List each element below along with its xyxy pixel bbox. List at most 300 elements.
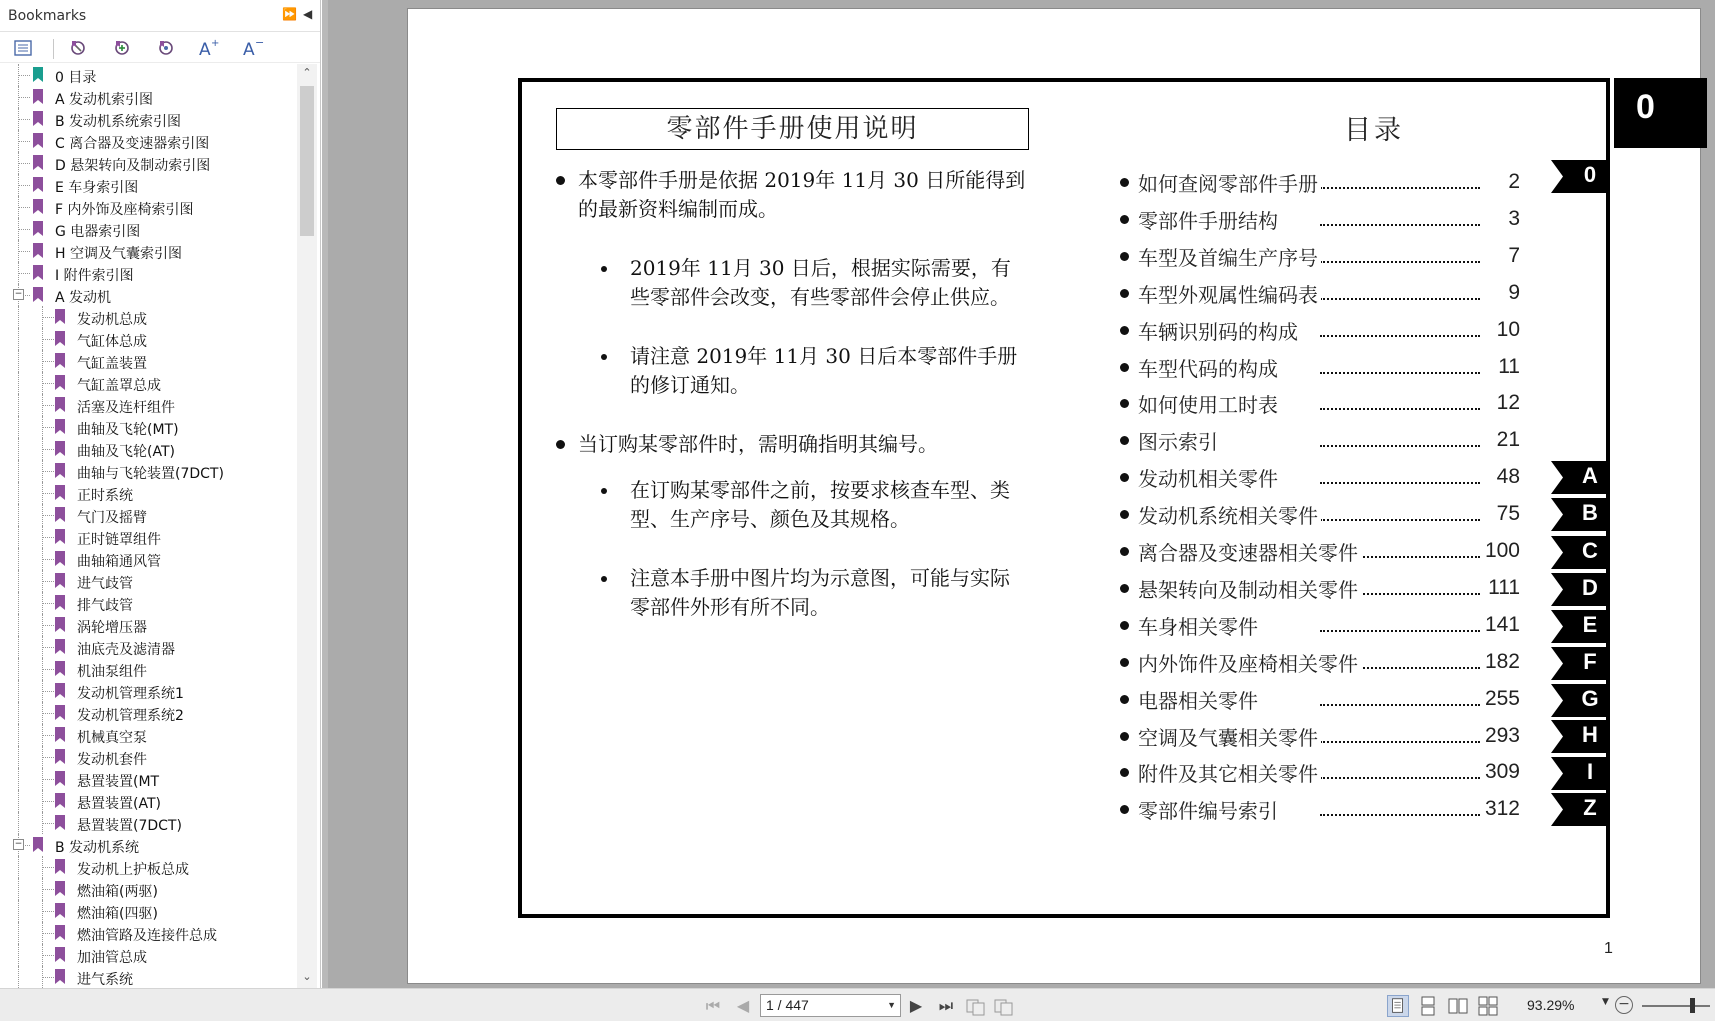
bookmark-item[interactable]: [0, 768, 297, 790]
toc-entry-page: 182: [1484, 650, 1520, 673]
toc-entry-title: 悬架转向及制动相关零件: [1138, 574, 1361, 603]
bookmark-item[interactable]: [0, 130, 297, 152]
panel-splitter[interactable]: [322, 0, 328, 988]
bookmark-item[interactable]: [0, 328, 297, 350]
tree-connector: [18, 75, 30, 76]
section-tab-label: Z: [1583, 795, 1597, 820]
bookmark-item[interactable]: [0, 614, 297, 636]
bookmark-icon: [54, 683, 66, 698]
zoom-level[interactable]: 93.29%: [1527, 997, 1575, 1013]
tree-connector: [42, 559, 54, 560]
toc-dot-leader: [1320, 224, 1480, 226]
fit-width-icon[interactable]: [993, 995, 1015, 1017]
last-page-icon[interactable]: ⏭: [938, 996, 954, 1015]
toc-entry-title: 离合器及变速器相关零件: [1138, 537, 1361, 566]
toc-dot-leader: [1320, 630, 1480, 632]
toc-entry-page: 3: [1508, 207, 1520, 230]
scroll-down-icon[interactable]: ⌄: [302, 970, 312, 983]
tree-connector: [42, 339, 54, 340]
tree-connector: [18, 163, 30, 164]
paragraph-line: 在订购某零部件之前，按要求核查车型、类: [630, 478, 1010, 502]
toc-entry[interactable]: [1120, 279, 1520, 307]
enlarge-text-icon[interactable]: [197, 37, 219, 59]
toc-entry-page: 100: [1484, 539, 1520, 562]
bookmark-tree-scrollbar[interactable]: [297, 64, 317, 988]
toc-entry-title: 如何查阅零部件手册: [1138, 168, 1321, 197]
bookmark-item[interactable]: [0, 64, 297, 86]
bookmark-icon: [54, 573, 66, 588]
facing-view-icon[interactable]: [1447, 995, 1469, 1017]
collapse-panel-icon[interactable]: ◀: [303, 7, 313, 21]
bullet-point: [1120, 178, 1129, 187]
scrollbar-thumb[interactable]: [300, 86, 314, 236]
bookmark-icon: [54, 639, 66, 654]
bookmark-icon: [32, 133, 44, 148]
bookmark-item[interactable]: [0, 680, 297, 702]
toc-entry[interactable]: [1120, 316, 1520, 344]
toc-entry[interactable]: [1120, 389, 1520, 417]
page-number: 1: [1604, 940, 1613, 957]
toolbar-divider: [53, 39, 54, 59]
bookmark-item[interactable]: [0, 416, 297, 438]
section-tab-label: C: [1582, 538, 1598, 563]
tree-connector: [18, 460, 19, 482]
toc-entry[interactable]: [1120, 685, 1520, 713]
bullet-point: [601, 266, 607, 272]
tree-connector: [42, 801, 54, 802]
section-tab-label: A: [1582, 463, 1598, 488]
bookmark-item[interactable]: [0, 218, 297, 240]
shrink-text-icon[interactable]: [241, 37, 263, 59]
bookmark-label: 0 目录: [55, 70, 97, 86]
toc-entry-title: 图示索引: [1138, 426, 1221, 455]
toc-entry-title: 车型外观属性编码表: [1138, 279, 1321, 308]
bookmark-item[interactable]: [0, 372, 297, 394]
bookmark-label: 进气歧管: [77, 576, 133, 592]
bookmark-item[interactable]: [0, 878, 297, 900]
page-number-field[interactable]: [760, 994, 901, 1017]
tree-connector: [42, 317, 54, 318]
section-tab[interactable]: [1551, 793, 1609, 826]
bookmark-label: 悬置装置(7DCT): [77, 818, 182, 834]
tree-connector: [42, 735, 54, 736]
svg-text:−: −: [255, 36, 265, 49]
tree-connector: [42, 427, 54, 428]
toc-entry-page: 12: [1496, 391, 1520, 414]
bookmark-icon: [54, 881, 66, 896]
toc-entry[interactable]: [1120, 463, 1520, 491]
tree-connector: [42, 493, 54, 494]
section-tab[interactable]: [1551, 461, 1609, 494]
tree-connector: [18, 306, 19, 328]
bookmark-icon: [54, 507, 66, 522]
tree-connector: [18, 966, 19, 988]
bookmark-icon: [32, 837, 44, 852]
tree-connector: [42, 361, 54, 362]
tree-connector: [18, 614, 19, 636]
next-page-icon[interactable]: ▶: [909, 996, 923, 1015]
bookmark-tree: [0, 64, 297, 988]
tree-connector: [18, 504, 19, 526]
toc-dot-leader: [1320, 814, 1480, 816]
tree-connector: [42, 515, 54, 516]
bookmark-label: 悬置装置(MT: [77, 774, 160, 790]
tree-connector: [18, 812, 19, 834]
bookmark-item[interactable]: [0, 504, 297, 526]
tree-connector: [18, 680, 19, 702]
section-tab[interactable]: [1551, 647, 1609, 680]
toc-dot-leader: [1320, 372, 1480, 374]
toc-entry-page: 255: [1484, 687, 1520, 710]
continuous-view-icon[interactable]: [1417, 995, 1439, 1017]
section-tab[interactable]: [1551, 160, 1609, 193]
previous-page-icon[interactable]: ◀: [736, 996, 750, 1015]
bookmark-item[interactable]: [0, 438, 297, 460]
tree-connector: [42, 867, 54, 868]
zoom-out-icon[interactable]: −: [1615, 996, 1633, 1014]
toc-dot-leader: [1320, 335, 1480, 337]
paragraph-line: 些零部件会改变，有些零部件会停止供应。: [630, 285, 1010, 309]
tree-connector: [18, 97, 30, 98]
bookmark-item[interactable]: [0, 856, 297, 878]
toc-dot-leader: [1320, 298, 1480, 300]
bookmark-label: 活塞及连杆组件: [77, 400, 175, 416]
section-tab[interactable]: [1551, 684, 1609, 717]
tree-connector: [18, 768, 19, 790]
bullet-point: [1120, 326, 1129, 335]
bookmark-label: 燃油箱(两驱): [77, 884, 158, 900]
zoom-slider[interactable]: [1642, 1005, 1710, 1007]
tree-connector: [42, 669, 54, 670]
toc-entry-page: 21: [1496, 428, 1520, 451]
bookmark-icon: [54, 441, 66, 456]
tree-connector: [42, 647, 54, 648]
bookmark-item[interactable]: [0, 394, 297, 416]
bookmark-item[interactable]: [0, 922, 297, 944]
tree-connector: [42, 955, 54, 956]
manual-title: 零部件手册使用说明: [556, 108, 1029, 150]
bookmark-label: 燃油箱(四驱): [77, 906, 158, 922]
toc-entry[interactable]: [1120, 795, 1520, 823]
bookmark-item[interactable]: [0, 944, 297, 966]
toc-entry[interactable]: [1120, 648, 1520, 676]
toc-entry[interactable]: [1120, 353, 1520, 381]
tree-connector: [18, 944, 19, 966]
bookmark-icon: [32, 67, 44, 82]
bookmark-label: 气缸盖罩总成: [77, 378, 161, 394]
bookmarks-panel: [0, 0, 321, 988]
tree-connector: [18, 185, 30, 186]
bookmark-icon: [54, 771, 66, 786]
delete-bookmark-icon[interactable]: [67, 37, 89, 59]
toc-entry-page: 141: [1484, 613, 1520, 636]
tree-connector: [18, 878, 19, 900]
bookmark-item[interactable]: [0, 526, 297, 548]
bookmark-icon: [32, 265, 44, 280]
toc-entry-title: 如何使用工时表: [1138, 389, 1281, 418]
section-tab[interactable]: [1551, 498, 1609, 531]
instruction-paragraph: [630, 476, 1030, 534]
bookmark-icon: [54, 925, 66, 940]
bookmark-label: E 车身索引图: [55, 180, 139, 196]
tree-connector: [18, 141, 30, 142]
bullet-point: [1120, 399, 1129, 408]
bookmark-item[interactable]: [0, 174, 297, 196]
bookmark-item[interactable]: [0, 284, 297, 306]
tree-connector: [42, 779, 54, 780]
tree-connector: [18, 251, 30, 252]
bookmark-icon: [32, 111, 44, 126]
bookmark-icon: [54, 419, 66, 434]
toc-entry-title: 发动机相关零件: [1138, 463, 1281, 492]
bookmark-icon: [54, 661, 66, 676]
bookmark-item[interactable]: [0, 812, 297, 834]
toc-entry-page: 10: [1496, 318, 1520, 341]
bookmark-item[interactable]: [0, 548, 297, 570]
toc-entry-page: 7: [1508, 244, 1520, 267]
toc-entry-page: 48: [1496, 465, 1520, 488]
toc-entry[interactable]: [1120, 205, 1520, 233]
bookmark-item[interactable]: [0, 152, 297, 174]
bookmark-item[interactable]: [0, 746, 297, 768]
bookmark-icon: [54, 595, 66, 610]
fit-page-icon[interactable]: [965, 995, 987, 1017]
page-number-value: 1 / 447: [766, 997, 809, 1013]
tree-connector: [18, 724, 19, 746]
bookmark-label: 悬置装置(AT): [77, 796, 161, 812]
paragraph-line: 请注意 2019年 11月 30 日后本零部件手册: [630, 344, 1018, 368]
continuous-facing-view-icon[interactable]: [1477, 995, 1499, 1017]
bookmark-item[interactable]: [0, 350, 297, 372]
instruction-paragraph: [630, 254, 1030, 312]
bookmark-icon: [54, 331, 66, 346]
toc-dot-leader: [1320, 741, 1480, 743]
toc-entry-title: 内外饰件及座椅相关零件: [1138, 648, 1361, 677]
bullet-point: [1120, 732, 1129, 741]
chevron-down-icon[interactable]: ▼: [887, 1000, 896, 1010]
tree-connector: [18, 119, 30, 120]
instruction-paragraph: [578, 430, 1028, 459]
tree-connector: [18, 856, 19, 878]
toc-entry-page: 2: [1508, 170, 1520, 193]
bookmark-icon: [54, 309, 66, 324]
toc-dot-leader: [1320, 261, 1480, 263]
bookmark-icon: [54, 793, 66, 808]
tree-connector: [42, 823, 54, 824]
bookmark-item[interactable]: [0, 196, 297, 218]
svg-text:+: +: [211, 38, 220, 49]
toc-entry-page: 293: [1484, 724, 1520, 747]
bookmark-item[interactable]: [0, 240, 297, 262]
toc-entry[interactable]: [1120, 242, 1520, 270]
tree-connector: [18, 273, 30, 274]
zoom-dropdown-icon[interactable]: ▼: [1602, 997, 1609, 1007]
bookmark-label: 燃油管路及连接件总成: [77, 928, 217, 944]
bullet-point: [556, 440, 565, 449]
section-tab-label: I: [1586, 759, 1594, 784]
bookmark-label: 发动机套件: [77, 752, 147, 768]
bookmark-label: 排气歧管: [77, 598, 133, 614]
toc-entry-title: 车型及首编生产序号: [1138, 242, 1321, 271]
tree-connector: [18, 229, 30, 230]
bookmark-label: 油底壳及滤清器: [77, 642, 175, 658]
tree-connector: [18, 438, 19, 460]
add-bookmark-icon[interactable]: [111, 37, 133, 59]
bookmark-item[interactable]: [0, 306, 297, 328]
bookmark-icon: [54, 551, 66, 566]
toc-entry[interactable]: [1120, 168, 1520, 196]
toc-entry[interactable]: [1120, 758, 1520, 786]
toc-dot-leader: [1320, 482, 1480, 484]
section-tab[interactable]: [1551, 610, 1609, 643]
toc-entry-page: 309: [1484, 760, 1520, 783]
first-page-icon[interactable]: ⏮: [705, 996, 721, 1015]
bookmark-label: F 内外饰及座椅索引图: [55, 202, 194, 218]
bookmark-label: 发动机上护板总成: [77, 862, 189, 878]
paragraph-line: 的修订通知。: [630, 373, 750, 397]
tree-connector: [42, 757, 54, 758]
section-tab[interactable]: [1551, 536, 1609, 569]
bookmark-label: 发动机管理系统2: [77, 708, 184, 724]
toc-entry-title: 车型代码的构成: [1138, 353, 1281, 382]
status-bar: [0, 988, 1715, 1021]
section-tab-label: D: [1582, 575, 1598, 600]
toc-entry[interactable]: [1120, 537, 1520, 565]
bullet-point: [1120, 658, 1129, 667]
bookmark-icon: [54, 859, 66, 874]
instruction-paragraph: [578, 166, 1028, 224]
bullet-point: [1120, 289, 1129, 298]
bookmark-label: G 电器索引图: [55, 224, 141, 240]
bookmark-item[interactable]: [0, 900, 297, 922]
toc-entry[interactable]: [1120, 611, 1520, 639]
paragraph-line: 注意本手册中图片均为示意图，可能与实际: [630, 566, 1010, 590]
bookmark-icon: [54, 617, 66, 632]
bookmark-options-icon[interactable]: [12, 37, 34, 59]
tree-connector: [18, 702, 19, 724]
toc-entry-page: 9: [1508, 281, 1520, 304]
bookmark-label: 进气系统: [77, 972, 133, 988]
bookmark-item[interactable]: [0, 658, 297, 680]
bullet-point: [1120, 215, 1129, 224]
bookmark-item[interactable]: [0, 482, 297, 504]
paragraph-line: 零部件外形有所不同。: [630, 595, 830, 619]
bookmark-item[interactable]: [0, 460, 297, 482]
toc-entry-title: 零部件手册结构: [1138, 205, 1281, 234]
bookmark-icon: [54, 705, 66, 720]
bookmark-icon: [54, 947, 66, 962]
bookmark-item[interactable]: [0, 966, 297, 988]
tree-connector: [42, 977, 54, 978]
bookmark-item[interactable]: [0, 790, 297, 812]
toc-entry[interactable]: [1120, 426, 1520, 454]
toc-entry[interactable]: [1120, 722, 1520, 750]
single-page-view-icon[interactable]: [1387, 995, 1409, 1017]
expand-panel-icon[interactable]: ⏩: [282, 7, 297, 21]
toc-entry[interactable]: [1120, 574, 1520, 602]
tree-connector: [42, 713, 54, 714]
bullet-point: [1120, 252, 1129, 261]
bookmark-icon: [32, 155, 44, 170]
paragraph-line: 本零部件手册是依据 2019年 11月 30 日所能得到: [578, 168, 1026, 192]
paragraph-line: 当订购某零部件时，需明确指明其编号。: [578, 432, 938, 456]
bookmark-item[interactable]: [0, 702, 297, 724]
section-tab[interactable]: [1551, 573, 1609, 606]
bookmark-icon: [54, 903, 66, 918]
bookmark-item[interactable]: [0, 570, 297, 592]
svg-text:A: A: [199, 40, 211, 60]
tree-connector: [18, 548, 19, 570]
section-tab[interactable]: [1551, 757, 1609, 790]
find-bookmark-icon[interactable]: [155, 37, 177, 59]
collapse-toggle-icon[interactable]: −: [14, 289, 23, 299]
bookmark-item[interactable]: [0, 636, 297, 658]
toc-entry-title: 零部件编号索引: [1138, 795, 1281, 824]
bookmarks-panel-header: [0, 0, 320, 32]
tree-connector: [18, 790, 19, 812]
bookmark-label: C 离合器及变速器索引图: [55, 136, 210, 152]
bookmark-label: 涡轮增压器: [77, 620, 147, 636]
zoom-slider-handle[interactable]: [1690, 998, 1695, 1013]
paragraph-line: 2019年 11月 30 日后，根据实际需要，有: [630, 256, 1011, 280]
toc-dot-leader: [1320, 704, 1480, 706]
bookmark-item[interactable]: [0, 86, 297, 108]
section-tab-label: H: [1582, 722, 1598, 747]
bookmark-item[interactable]: [0, 592, 297, 614]
toc-dot-leader: [1320, 777, 1480, 779]
bullet-point: [1120, 473, 1129, 482]
bookmark-label: 机械真空泵: [77, 730, 147, 746]
section-tab-label: F: [1583, 649, 1597, 674]
toc-entry-title: 发动机系统相关零件: [1138, 500, 1321, 529]
section-tab-label: 0: [1583, 162, 1597, 187]
tree-connector: [18, 636, 19, 658]
toc-entry-title: 车辆识别码的构成: [1138, 316, 1301, 345]
bookmark-label: B 发动机系统: [55, 840, 140, 856]
scroll-up-icon[interactable]: ⌃: [302, 66, 312, 79]
toc-entry-title: 电器相关零件: [1138, 685, 1261, 714]
bullet-point: [1120, 621, 1129, 630]
toc-entry-title: 车身相关零件: [1138, 611, 1261, 640]
bookmark-label: A 发动机: [55, 290, 112, 306]
toc-entry[interactable]: [1120, 500, 1520, 528]
collapse-toggle-icon[interactable]: −: [14, 839, 23, 849]
tree-connector: [18, 922, 19, 944]
bookmark-label: H 空调及气囊索引图: [55, 246, 182, 262]
section-tab[interactable]: [1551, 720, 1609, 753]
bullet-point: [601, 488, 607, 494]
bookmark-item[interactable]: [0, 834, 297, 856]
bookmark-icon: [54, 375, 66, 390]
bookmark-icon: [54, 397, 66, 412]
section-tab-label: G: [1581, 686, 1599, 711]
bookmark-label: B 发动机系统索引图: [55, 114, 182, 130]
tree-connector: [18, 416, 19, 438]
bullet-point: [1120, 584, 1129, 593]
bookmarks-toolbar: [0, 33, 320, 63]
tree-connector: [18, 592, 19, 614]
bookmark-item[interactable]: [0, 724, 297, 746]
bookmark-label: 加油管总成: [77, 950, 147, 966]
bookmark-item[interactable]: [0, 108, 297, 130]
tree-connector: [42, 405, 54, 406]
bookmark-label: D 悬架转向及制动索引图: [55, 158, 211, 174]
toc-entry-title: 附件及其它相关零件: [1138, 758, 1321, 787]
bookmark-label: 气缸盖装置: [77, 356, 147, 372]
bookmark-icon: [54, 485, 66, 500]
bookmark-icon: [54, 463, 66, 478]
bookmark-item[interactable]: [0, 262, 297, 284]
